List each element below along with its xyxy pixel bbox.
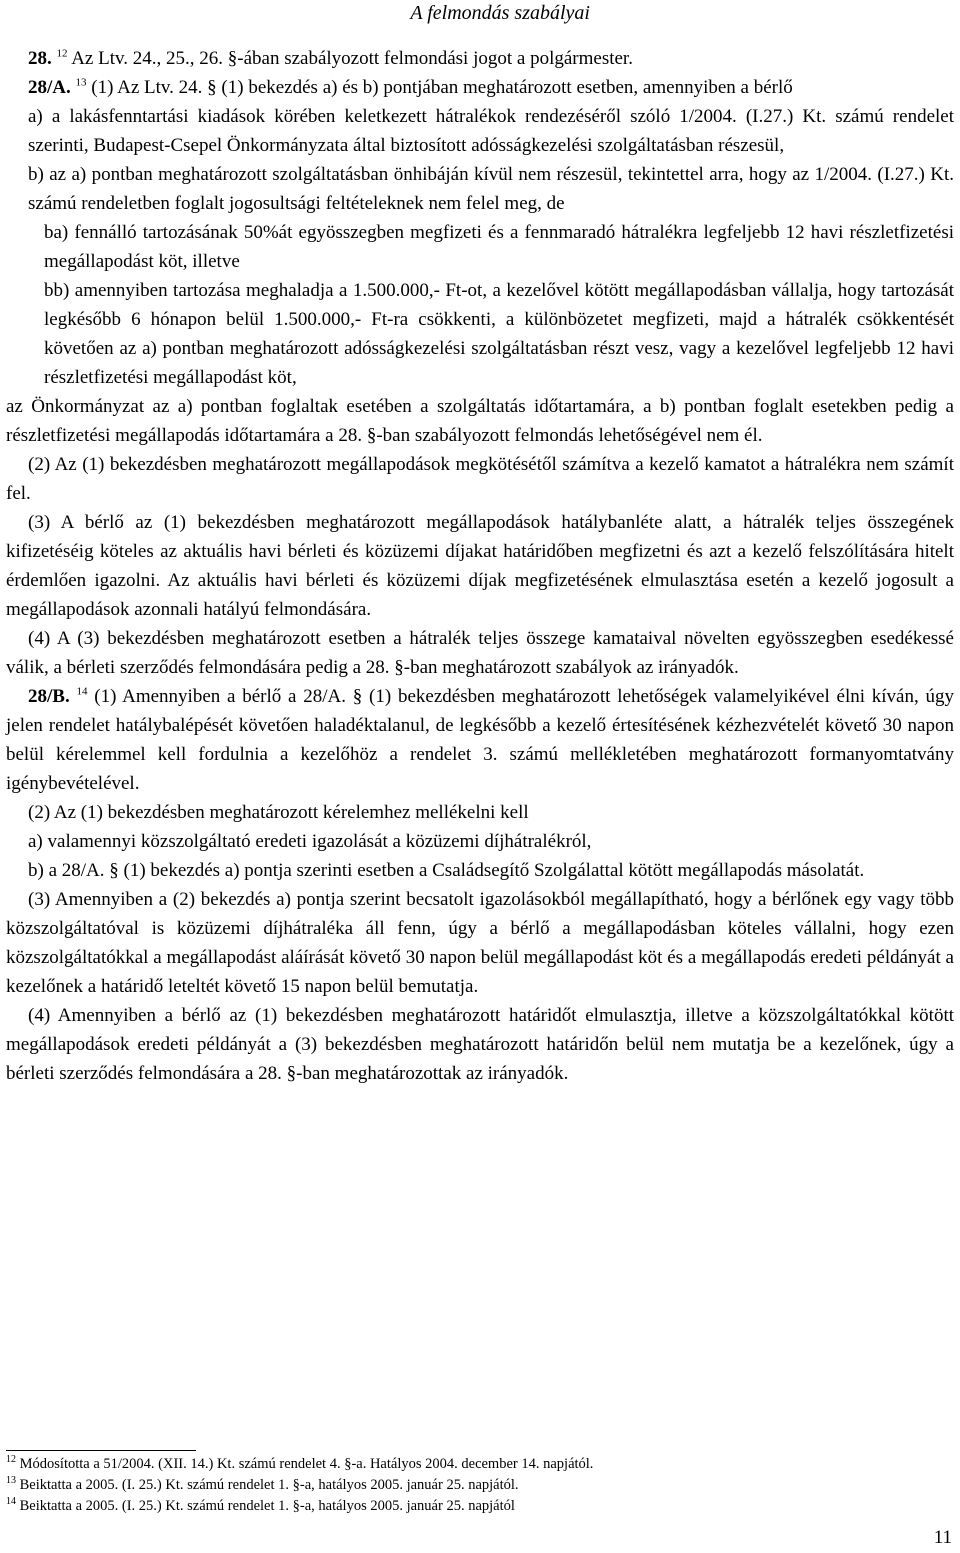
running-header: A felmondás szabályai	[410, 2, 590, 24]
footnote	[6, 1475, 954, 1496]
footnote-text: Módosította a 51/2004. (XII. 14.) Kt. számú rendelet 4. §-a. Hatályos 2004. december 14. napjától.	[16, 1456, 594, 1472]
footnote-number: 14	[6, 1496, 16, 1508]
paragraph-text: (1) Az Ltv. 24. § (1) bekezdés a) és b) pontjában meghatározott esetben, amennyiben a bérlő	[86, 77, 793, 98]
footnotes	[6, 1450, 954, 1517]
footnote-ref[interactable]: 13	[75, 76, 87, 89]
footnote-divider	[6, 1450, 196, 1451]
paragraph-text: (1) Amennyiben a bérlő a 28/A. § (1) bekezdésben meghatározott lehetőségek valamelyikével élni kíván, úgy jelen rendelet hatálybalépését követően haladéktalanul, de legkésőbb a kezelő értesítésének kézhezvételét követő 30 napon belül kérelemmel kell fordulnia a kezelőhöz a rendelet 3. számú mellékletében meghatározott formanyomtatvány igénybevételével.	[6, 686, 955, 794]
point-b: b) a 28/A. § (1) bekezdés a) pontja szerinti esetben a Családsegítő Szolgálattal kötött megállapodás másolatát.	[28, 860, 865, 881]
section-28b-para-4: (4) Amennyiben a bérlő az (1) bekezdésben meghatározott határidőt elmulasztja, illetve a közszolgáltatókkal kötött megállapodások eredeti példányát a (3) bekezdésben meghatározott határidőn belül nem mutatja be a kezelőnek, úgy a bérleti szerződés felmondására a 28. §-ban meghatározottak az irányadók.	[6, 1005, 954, 1084]
section-number: 28.	[28, 48, 52, 69]
footnote	[6, 1454, 954, 1475]
point-bb: bb) amennyiben tartozása meghaladja a 1.500.000,- Ft-ot, a kezelővel kötött megállapodásban vállalja, hogy tartozását legkésőbb 6 hónapon belül 1.500.000,- Ft-ra csökkenti, a különbözetet megfizeti, majd a hátralék csökkentését követően az a) pontban meghatározott adósságkezelési szolgáltatásban részt vesz, vagy a kezelővel legfeljebb 12 havi részletfizetési megállapodást köt,	[44, 280, 954, 388]
point-a: a) valamennyi közszolgáltató eredeti igazolását a közüzemi díjhátralékról,	[28, 831, 592, 852]
section-number: 28/A.	[28, 77, 71, 98]
section-text: Az Ltv. 24., 25., 26. §-ában szabályozott felmondási jogot a polgármester.	[67, 48, 633, 69]
footnote-text: Beiktatta a 2005. (I. 25.) Kt. számú rendelet 1. §-a, hatályos 2005. január 25. napjától.	[16, 1477, 519, 1493]
footnote-number: 12	[6, 1454, 16, 1466]
section-28a-para-2: (2) Az (1) bekezdésben meghatározott megállapodások megkötésétől számítva a kezelő kamatot a hátralékra nem számít fel.	[6, 454, 954, 504]
section-28b-para-1	[6, 682, 954, 798]
point-b: b) az a) pontban meghatározott szolgáltatásban önhibáján kívül nem részesül, tekintettel arra, hogy az 1/2004. (I.27.) Kt. számú rendeletben foglalt jogosultsági feltételeknek nem felel meg, de	[28, 164, 954, 214]
closing-text: az Önkormányzat az a) pontban foglaltak esetében a szolgáltatás időtartamára, a b) pontban foglalt esetekben pedig a részletfizetési megállapodás időtartamára a 28. §-ban szabályozott felmondás lehetőségével nem él.	[6, 396, 954, 446]
footnote-ref[interactable]: 12	[56, 47, 68, 60]
footnote-ref[interactable]: 14	[76, 685, 88, 698]
document-body	[6, 44, 954, 1088]
section-28	[6, 44, 954, 73]
point-ba: ba) fennálló tartozásának 50%át egyösszegben megfizeti és a fennmaradó hátralékra legfeljebb 12 havi részletfizetési megállapodást köt, illetve	[44, 222, 954, 272]
footnote-text: Beiktatta a 2005. (I. 25.) Kt. számú rendelet 1. §-a, hatályos 2005. január 25. napjától	[16, 1498, 515, 1514]
section-28a-para-4: (4) A (3) bekezdésben meghatározott esetben a hátralék teljes összege kamataival növelten egyösszegben esedékessé válik, a bérleti szerződés felmondására pedig a 28. §-ban meghatározott szabályok az irányadók.	[6, 628, 954, 678]
section-28a-para-3: (3) A bérlő az (1) bekezdésben meghatározott megállapodások hatálybanléte alatt, a hátralék teljes összegének kifizetéséig köteles az aktuális havi bérleti és közüzemi díjakat határidőben megfizetni és azt a kezelő felszólítására hitelt érdemlően igazolni. Az aktuális havi bérleti és közüzemi díjak megfizetésének elmulasztása esetén a kezelő jogosult a megállapodások azonnali hatályú felmondására.	[6, 512, 954, 620]
page-number: 11	[933, 1527, 952, 1548]
footnote	[6, 1496, 954, 1517]
section-28b-para-3: (3) Amennyiben a (2) bekezdés a) pontja szerint becsatolt igazolásokból megállapítható, hogy a bérlőnek egy vagy több közszolgáltatóval is közüzemi díjhátraléka áll fenn, úgy a bérlő a megállapodásban köteles vállalni, hogy ezen közszolgáltatókkal a megállapodást aláírását követő 30 napon belül megállapodást köt és a megállapodás eredeti példányát a kezelőnek a határidő leteltét követő 15 napon belül bemutatja.	[6, 889, 954, 997]
section-number: 28/B.	[28, 686, 70, 707]
section-28b-para-2: (2) Az (1) bekezdésben meghatározott kérelemhez mellékelni kell	[28, 802, 529, 823]
footnote-number: 13	[6, 1475, 16, 1487]
section-28a-para-1	[6, 73, 954, 102]
point-a: a) a lakásfenntartási kiadások körében keletkezett hátralékok rendezéséről szóló 1/2004. (I.27.) Kt. számú rendelet szerinti, Budapest-Csepel Önkormányzata által biztosított adósságkezelési szolgáltatásban részesül,	[28, 106, 954, 156]
